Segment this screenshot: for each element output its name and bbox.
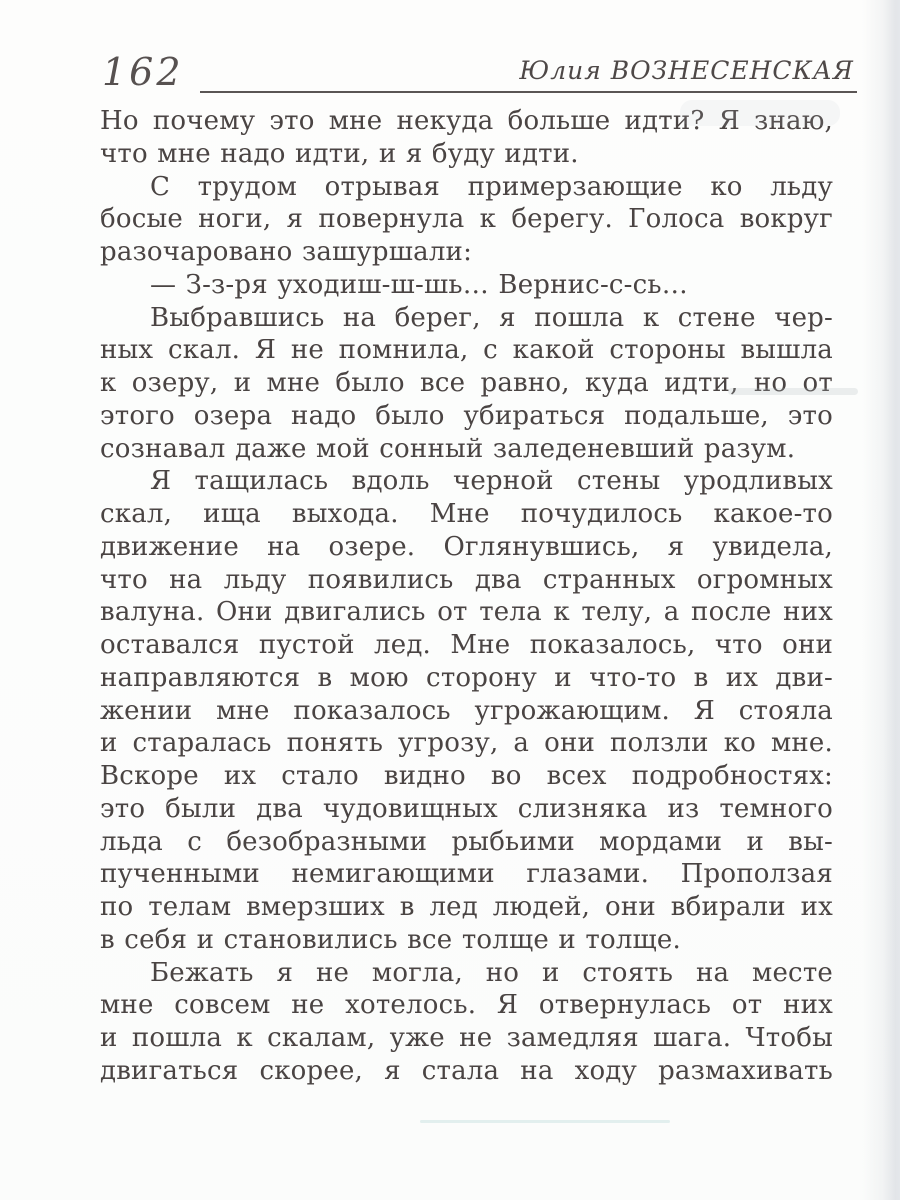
text-line: мне совсем не хотелось. Я отвернулась от них <box>100 990 833 1021</box>
text-line: Я тащилась вдоль черной стены уродливых <box>150 466 833 497</box>
scan-smudge <box>728 388 858 395</box>
text-line: движение на озере. Оглянувшись, я увидела, <box>100 531 833 562</box>
text-line: этого озера надо было убираться подальше, это <box>100 400 833 431</box>
scan-edge-shadow <box>862 0 900 1200</box>
text-line: по телам вмерзших в лед людей, они вбирали их <box>100 892 833 922</box>
text-line: скал, ища выхода. Мне почудилось какое-то <box>100 499 833 529</box>
scan-smudge <box>680 100 840 126</box>
text-line: разочаровано зашуршали: <box>100 237 473 267</box>
text-line: Но почему это мне некуда больше идти? Я знаю, <box>100 106 833 136</box>
text-line: валуна. Они двигались от тела к телу, а после них <box>100 597 833 628</box>
text-line: Выбравшись на берег, я пошла к стене чер- <box>150 302 833 333</box>
text-line: что мне надо идти, и я буду идти. <box>100 138 579 169</box>
text-line: — З-з-ря уходиш-ш-шь… Вернис-с-сь… <box>150 269 688 300</box>
running-head-author: Юлия ВОЗНЕСЕНСКАЯ <box>519 56 854 85</box>
text-line: ных скал. Я не помнила, с какой стороны вышла <box>100 335 833 366</box>
text-line: к озеру, и мне было все равно, куда идти, но от <box>100 368 833 398</box>
text-line: сознавал даже мой сонный заледеневший разум. <box>100 433 796 464</box>
text-line: льда с безобразными рыбьими мордами и вы- <box>100 826 833 857</box>
text-line: оставался пустой лед. Мне показалось, что они <box>100 630 833 660</box>
header-rule <box>200 91 857 93</box>
text-line: и старалась понять угрозу, а они ползли ко мне. <box>100 728 833 759</box>
text-line: и пошла к скалам, уже не замедляя шага. Чтобы <box>100 1023 833 1053</box>
text-line: пученными немигающими глазами. Проползая <box>100 859 833 890</box>
text-line: Вскоре их стало видно во всех подробностях: <box>100 761 833 791</box>
text-line: в себя и становились все толще и толще. <box>100 924 681 955</box>
text-line: двигаться скорее, я стала на ходу размахивать <box>100 1055 833 1086</box>
body-text <box>100 105 833 1088</box>
page-number: 162 <box>102 50 184 94</box>
text-line: Бежать я не могла, но и стоять на месте <box>150 957 833 988</box>
text-line: что на льду появились два странных огромных <box>100 564 833 595</box>
text-line: С трудом отрывая примерзающие ко льду <box>150 171 833 202</box>
scan-smudge <box>420 1120 670 1123</box>
text-line: это были два чудовищных слизняка из темного <box>100 793 833 824</box>
text-line: босые ноги, я повернула к берегу. Голоса вокруг <box>100 204 833 235</box>
text-line: жении мне показалось угрожающим. Я стояла <box>100 695 833 726</box>
text-line: направляются в мою сторону и что-то в их дви- <box>100 662 833 693</box>
